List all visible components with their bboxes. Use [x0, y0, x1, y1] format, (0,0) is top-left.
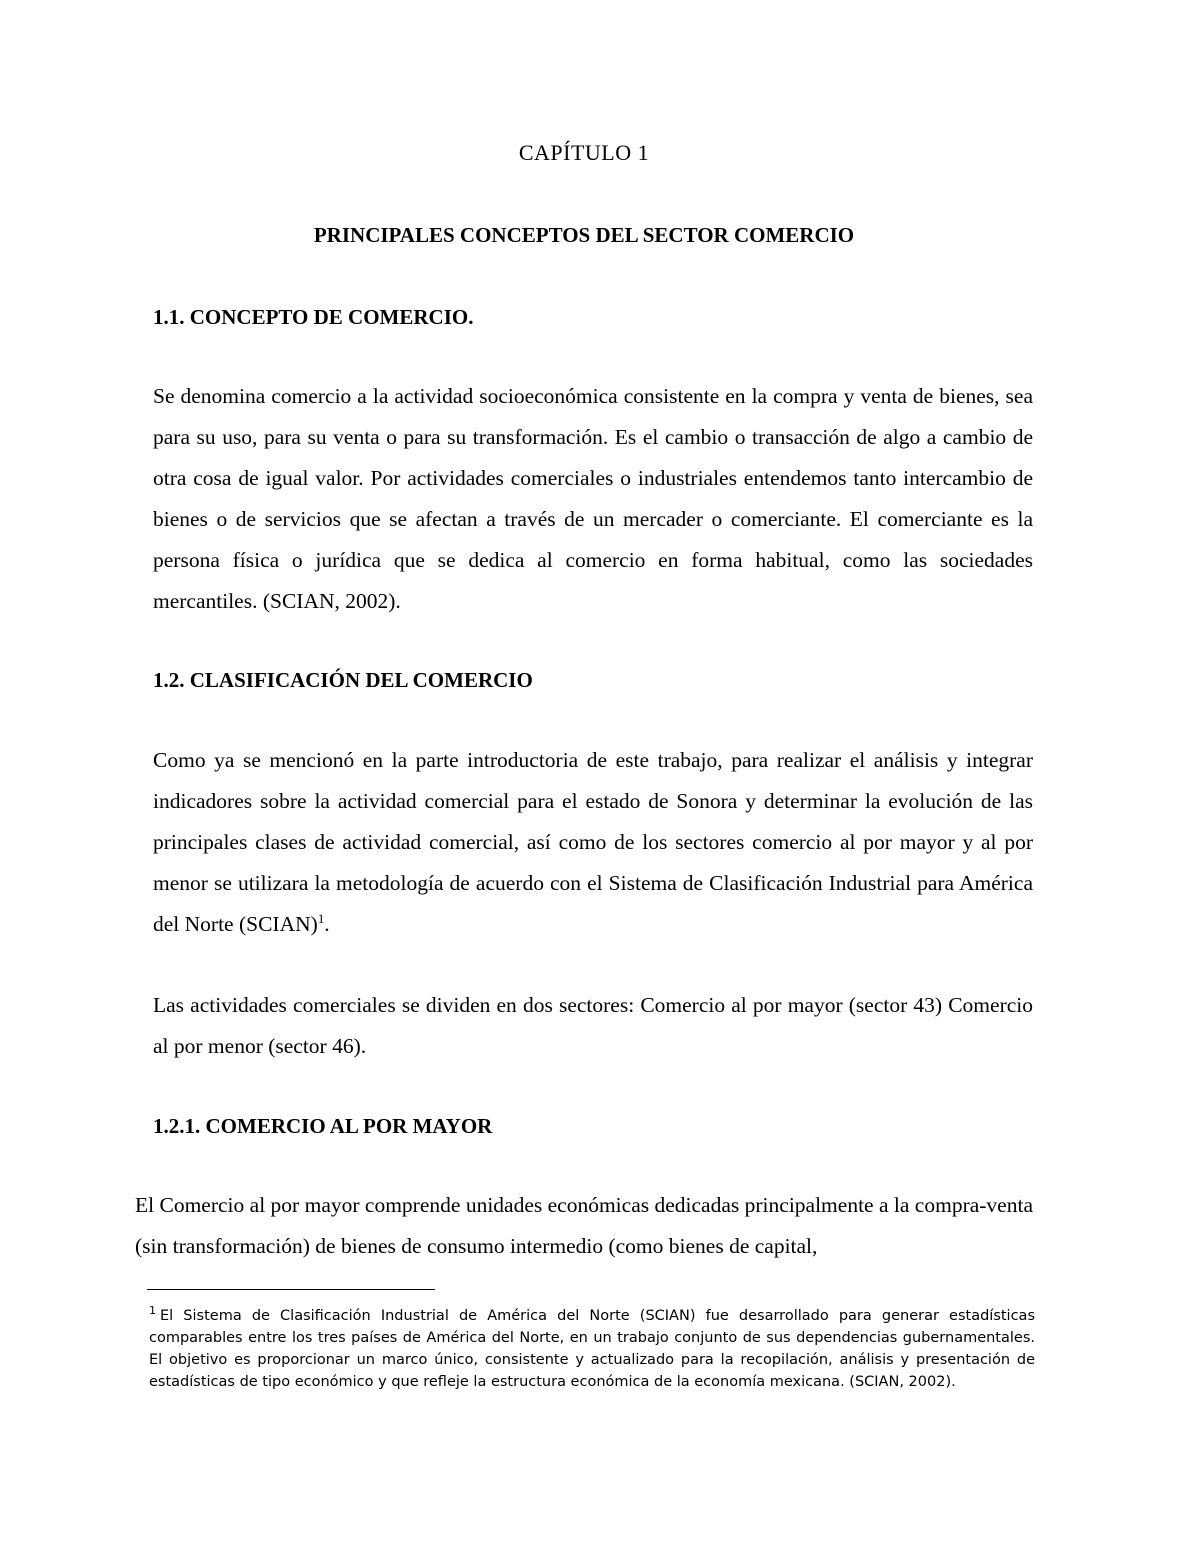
chapter-label: CAPÍTULO 1 [518, 140, 650, 165]
footnote-text: El Sistema de Clasificación Industrial de América del Norte (SCIAN) fue desarrollado para generar estadísticas comparables entre los tres países de América del Norte, en un trabajo conjunto de sus dependencias gubernamentales. El objetivo es proporcionar un marco único, consistente y actualizado para la recopilación, análisis y presentación de estadísticas de tipo económico y que refleje la estructura económica de la economía mexicana. (SCIAN, 2002). [149, 1308, 1035, 1390]
paragraph-concepto-comercio: Se denomina comercio a la actividad socioeconómica consistente en la compra y venta de bienes, sea para su uso, para su venta o para su transformación. Es el cambio o transacción de algo a cambio de otra cosa de igual valor. Por actividades comerciales o industriales entendemos tanto intercambio de bienes o de servicios que se afectan a través de un mercader o comerciante. El comerciante es la persona física o jurídica que se dedica al comercio en forma habitual, como las sociedades mercantiles. (SCIAN, 2002). [153, 384, 1033, 613]
chapter-title: PRINCIPALES CONCEPTOS DEL SECTOR COMERCIO [313, 223, 855, 247]
footnote-separator [147, 1289, 435, 1290]
paragraph-clasificacion [153, 740, 1033, 945]
paragraph-clasificacion-end: . [324, 912, 330, 936]
footnote-number: 1 [149, 1304, 156, 1317]
section-heading-1-1: 1.1. CONCEPTO DE COMERCIO. [153, 305, 474, 329]
paragraph-sectores: Las actividades comerciales se dividen en dos sectores: Comercio al por mayor (sector 43) Comercio al por menor (sector 46). [153, 993, 1033, 1058]
footnote-reference: 1 [317, 911, 325, 926]
paragraph-clasificacion-text: Como ya se mencionó en la parte introductoria de este trabajo, para realizar el análisis y integrar indicadores sobre la actividad comercial para el estado de Sonora y determinar la evolución de las principales clases de actividad comercial, así como de los sectores comercio al por mayor y al por menor se utilizara la metodología de acuerdo con el Sistema de Clasificación Industrial para América del Norte (SCIAN) [153, 748, 1033, 936]
footnote [149, 1300, 1035, 1393]
paragraph-comercio-mayor: El Comercio al por mayor comprende unidades económicas dedicadas principalmente a la compra-venta (sin transformación) de bienes de consumo intermedio (como bienes de capital, [135, 1193, 1033, 1258]
section-heading-1-2: 1.2. CLASIFICACIÓN DEL COMERCIO [153, 668, 533, 692]
section-heading-1-2-1: 1.2.1. COMERCIO AL POR MAYOR [153, 1114, 493, 1138]
